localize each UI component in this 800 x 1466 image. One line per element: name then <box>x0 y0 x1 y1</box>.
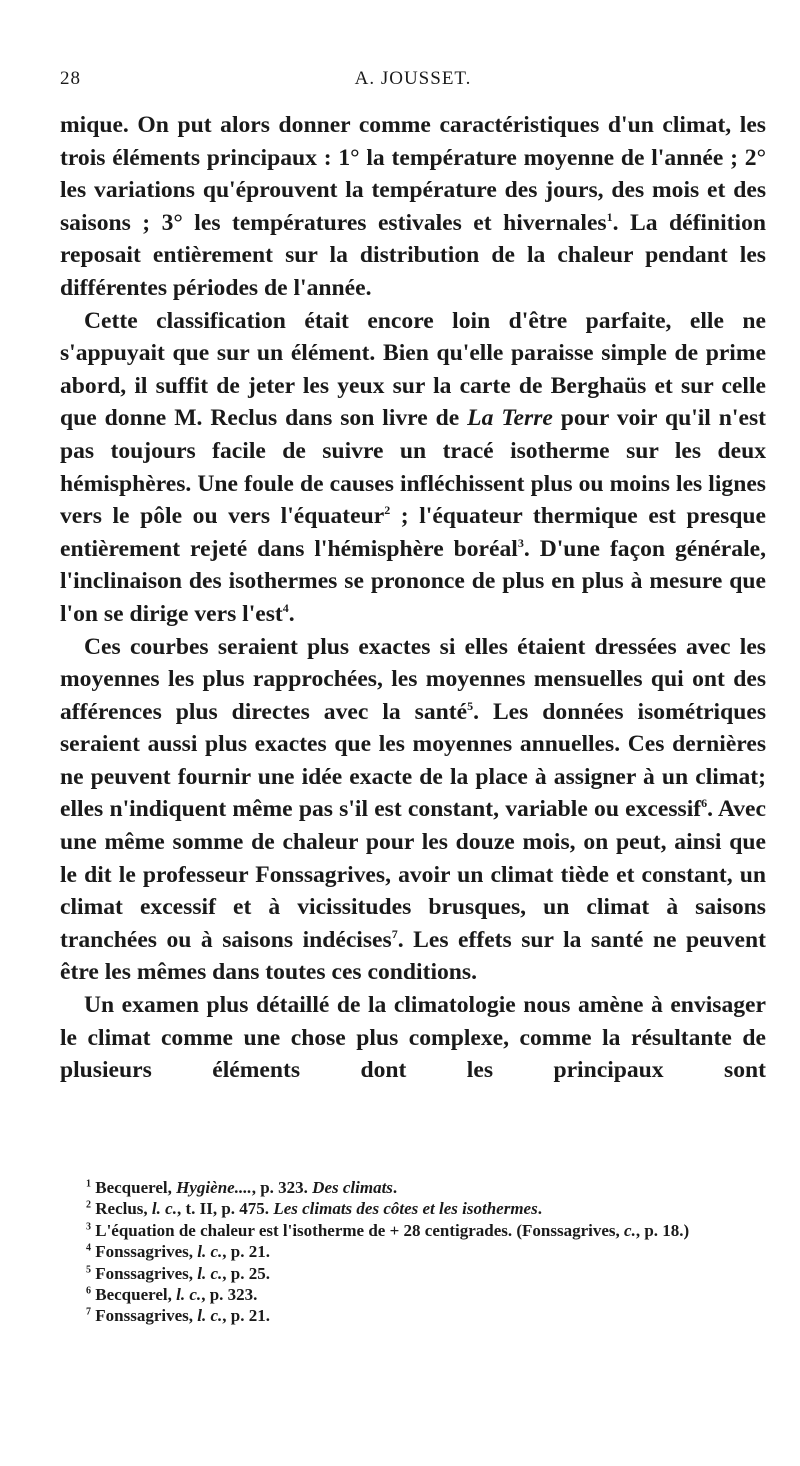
paragraph-2 <box>60 305 766 631</box>
footnote-number: 4 <box>86 1242 91 1254</box>
footnote-text: Becquerel, <box>95 1178 177 1197</box>
footnote-2 <box>86 1198 766 1219</box>
footnote-number: 1 <box>86 1178 91 1190</box>
footnote-number: 7 <box>86 1306 91 1318</box>
paragraph-2-text-c: ; l'équateur thermique est presque entièrement rejeté dans l'hémisphère boréal <box>60 503 766 562</box>
footnote-6 <box>86 1284 766 1305</box>
footnote-text: . <box>537 1199 542 1219</box>
paragraph-2-text-d: . D'une façon générale, l'inclinaison des isothermes se prononce de plus en plus à mesure que l'on se dirige vers l'est <box>60 535 766 627</box>
footnote-5 <box>86 1263 766 1284</box>
footnote-text: , p. 18.) <box>635 1220 690 1240</box>
footnote-text: , p. 323. <box>251 1178 313 1197</box>
body-text <box>60 109 766 1087</box>
footnote-text: . <box>392 1178 398 1197</box>
footnote-italic: l. c. <box>197 1242 223 1262</box>
footnotes <box>86 1177 766 1327</box>
paragraph-3-text-c: . Avec une même somme de chaleur pour les douze mois, on peut, ainsi que le dit le professeur Fonssagrives, avoir un climat tiède et constant, un climat excessif et à vicissitudes brusques, un climat à saisons tranchées ou à saisons indécises <box>60 796 766 953</box>
paragraph-4 <box>60 989 766 1087</box>
paragraph-4-text: Un examen plus détaillé de la climatologie nous amène à envisager le climat comme une chose plus complexe, comme la résultante de plusieurs éléments dont les principaux sont <box>60 992 766 1084</box>
footnote-number: 5 <box>86 1263 91 1275</box>
footnote-text: , p. 21. <box>222 1306 270 1326</box>
footnote-italic: l. c. <box>176 1285 202 1305</box>
footnote-italic: Hygiène.... <box>176 1178 252 1197</box>
footnote-text: Fonssagrives, <box>95 1242 198 1262</box>
footnote-ref-6: 6 <box>701 796 708 811</box>
footnote-italic: c. <box>624 1220 636 1240</box>
page-number: 28 <box>60 68 81 89</box>
footnote-4 <box>86 1241 766 1262</box>
footnote-ref-5: 5 <box>467 698 474 713</box>
footnote-ref-3: 3 <box>517 535 524 550</box>
paragraph-3-text-d: . Les effets sur la santé ne peuvent être les mêmes dans toutes ces conditions. <box>60 926 766 986</box>
footnote-italic: l. c. <box>151 1199 177 1219</box>
footnote-text: , p. 21. <box>222 1242 270 1262</box>
page-header <box>60 68 766 98</box>
footnote-text: Fonssagrives, <box>95 1263 198 1283</box>
footnote-ref-7: 7 <box>391 926 398 941</box>
footnote-italic: Des climats <box>312 1178 393 1197</box>
footnote-number: 2 <box>86 1199 91 1211</box>
footnote-ref-4: 4 <box>282 601 289 616</box>
paragraph-2-text-a: Cette classification était encore loin d'être parfaite, elle ne s'appuyait que sur un élément. Bien qu'elle paraisse simple de prime abord, il suffit de jeter les yeux sur la carte de Berghaüs et sur celle que donne M. Reclus dans son livre de <box>60 307 766 432</box>
paragraph-1-text-a: mique. On put alors donner comme caractéristiques d'un climat, les trois éléments principaux : 1° la température moyenne de l'année ; 2° les variations qu'éprouvent la température des jours, des mois et des saisons ; 3° les températures estivales et hivernales <box>60 112 766 236</box>
paragraph-3-text-a: Ces courbes seraient plus exactes si elles étaient dressées avec les moyennes les plus rapprochées, les moyennes mensuelles qui ont des afférences plus directes avec la santé <box>60 633 766 725</box>
running-head: A. JOUSSET. <box>354 68 472 89</box>
footnote-italic: l. c. <box>197 1263 223 1283</box>
paragraph-2-text-e: . <box>288 600 295 627</box>
footnote-italic: Les climats des côtes et les isothermes <box>273 1199 538 1219</box>
footnote-3 <box>86 1220 766 1241</box>
footnote-number: 6 <box>86 1285 91 1297</box>
footnote-7 <box>86 1305 766 1326</box>
footnote-text: Fonssagrives, <box>95 1306 198 1326</box>
footnote-text: L'équation de chaleur est l'isotherme de + 28 centigrades. (Fonssagrives, <box>95 1220 625 1240</box>
footnote-text: Reclus, <box>95 1199 152 1219</box>
paragraph-2-text-b: pour voir qu'il n'est pas toujours facile de suivre un tracé isotherme sur les deux hémisphères. Une foule de causes infléchissent plus ou moins les lignes vers le pôle ou vers l'équateur <box>60 405 766 530</box>
footnote-number: 3 <box>86 1221 91 1233</box>
footnote-ref-2: 2 <box>384 503 391 518</box>
footnote-text: , p. 25. <box>222 1263 270 1283</box>
footnote-text: , t. II, p. 475. <box>176 1199 274 1219</box>
book-title: La Terre <box>467 405 553 432</box>
footnote-ref-1: 1 <box>606 209 613 224</box>
paragraph-3 <box>60 631 766 990</box>
paragraph-1-text-b: . La définition reposait entièrement sur la distribution de la chaleur pendant les différentes périodes de l'année. <box>60 209 766 301</box>
footnote-1 <box>86 1177 766 1198</box>
footnote-italic: l. c. <box>197 1306 223 1326</box>
paragraph-3-text-b: . Les données isométriques seraient aussi plus exactes que les moyennes annuelles. Ces dernières ne peuvent fournir une idée exacte de la place à assigner à un climat; elles n'indiquent même pas s'il est constant, variable ou excessif <box>60 698 767 823</box>
footnote-text: , p. 323. <box>201 1285 258 1305</box>
footnote-text: Becquerel, <box>95 1285 177 1305</box>
paragraph-1 <box>60 109 766 305</box>
